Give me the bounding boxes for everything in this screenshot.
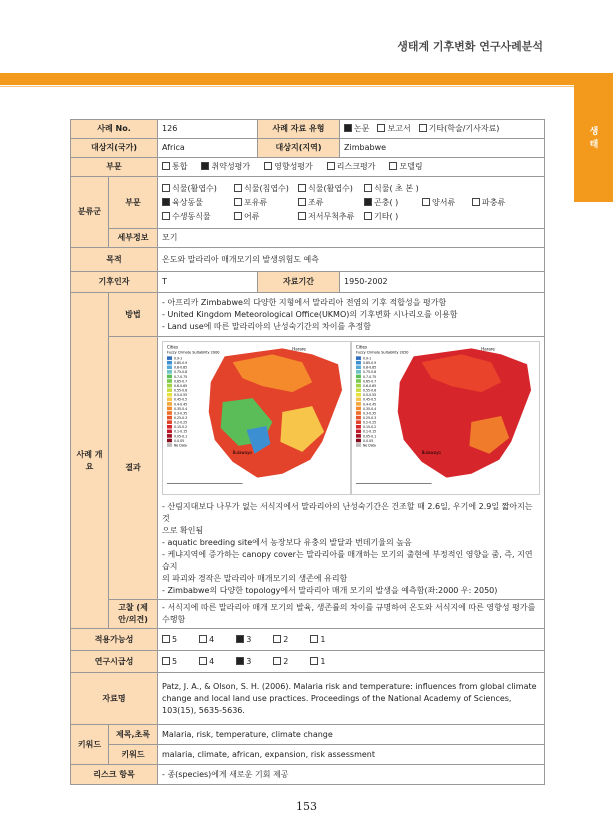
purpose: 온도와 말라리아 매개모기의 발생위험도 예측 [158, 248, 545, 272]
legend-label: 0.55-0.6 [173, 388, 188, 393]
map-left-legend [167, 356, 187, 447]
title-kw-label: 제목,초록 [109, 725, 158, 745]
checked-box-icon [162, 198, 170, 206]
legend-swatch [167, 402, 172, 406]
urgency-option-label: 5 [172, 656, 178, 666]
legend-label: 0.1-0.15 [362, 429, 377, 434]
legend-label: 0.45-0.5 [173, 397, 188, 402]
legend-swatch [356, 425, 361, 429]
applicability-option [273, 634, 288, 646]
legend-swatch [167, 375, 172, 379]
empty-box-icon [364, 184, 372, 192]
side-tab [574, 84, 613, 202]
legend-label: 0.85-0.9 [362, 361, 377, 366]
case-type-label: 사례 자료 유형 [258, 120, 340, 139]
legend-label: 0.85-0.9 [173, 361, 188, 366]
empty-box-icon [273, 635, 281, 643]
class-option [422, 211, 472, 223]
header-title: 생태계 기후변화 연구사례분석 [397, 40, 543, 53]
kw-label: 키워드 [109, 745, 158, 765]
legend-label: 0.6-0.65 [173, 383, 188, 388]
factor-label: 기후인자 [71, 272, 158, 293]
type-option [344, 123, 369, 135]
empty-box-icon [162, 657, 170, 665]
methods [158, 293, 545, 337]
field-option-label: 리스크평가 [336, 162, 376, 171]
legend-label: 0.7-0.75 [362, 374, 377, 379]
legend-label: 0.6-0.65 [362, 383, 377, 388]
legend-label: 0.4-0.45 [362, 402, 377, 407]
map-right-city-bottom: Bulawayo [421, 449, 441, 455]
risk-label: 리스크 항목 [71, 765, 158, 785]
legend-swatch [167, 430, 172, 434]
legend-swatch [167, 384, 172, 388]
urgency-option [199, 656, 214, 668]
legend-label: 0-0.05 [362, 438, 374, 443]
applicability-option-label: 3 [246, 634, 252, 644]
class-sub-label: 부문 [109, 177, 158, 229]
legend-label: 0.75-0.8 [362, 370, 377, 375]
results [158, 337, 545, 600]
legend-label: 0.15-0.2 [173, 425, 188, 430]
legend-swatch [167, 388, 172, 392]
legend-swatch [356, 356, 361, 360]
class-option [364, 183, 422, 195]
legend-label: 0.3-0.35 [173, 411, 188, 416]
legend-label: 0.9-1 [173, 356, 183, 361]
header-band-line [0, 86, 613, 87]
legend-swatch [356, 443, 361, 447]
legend-label: 0-0.05 [173, 438, 185, 443]
title-kw: Malaria, risk, temperature, climate change [158, 725, 545, 745]
discussion-label: 고찰 (제안/의견) [109, 600, 158, 629]
map-left-legend-title: Cities [166, 344, 179, 350]
detail-label: 세부정보 [109, 229, 158, 248]
urgency-option [310, 656, 325, 668]
empty-box-icon [298, 212, 306, 220]
legend-swatch [356, 365, 361, 369]
checked-box-icon [344, 124, 352, 132]
result-label: 결과 [109, 337, 158, 600]
type-option-label: 기타(학술/기사자료) [428, 124, 500, 133]
map-2050-figure [352, 342, 539, 494]
region-label: 대상지(지역) [258, 139, 340, 158]
region: Zimbabwe [340, 139, 545, 158]
legend-swatch [167, 411, 172, 415]
legend-label: 0.45-0.5 [362, 397, 377, 402]
field-option [327, 161, 376, 173]
class-option [162, 197, 234, 209]
class-option-label: 식물(활엽수) [308, 183, 353, 193]
urgency-options [158, 651, 545, 673]
legend-label: 0.5-0.55 [173, 393, 188, 398]
map-right-legend-sub: Fuzzy Climate Suitability 2050 [355, 350, 409, 355]
field-label: 부문 [71, 158, 158, 177]
checked-box-icon [201, 162, 209, 170]
kw: malaria, climate, african, expansion, risk assessment [158, 745, 545, 765]
map-left-city-top: Harare [292, 346, 306, 352]
type-option-label: 보고서 [387, 124, 411, 133]
header-band [0, 73, 613, 85]
case-no: 126 [158, 120, 258, 139]
result-item: 의 파괴와 경작은 말라리아 매개모기의 생존에 유리함 [162, 574, 348, 583]
class-label: 분류군 [71, 177, 109, 248]
legend-swatch [356, 393, 361, 397]
legend-label: 0.15-0.2 [362, 425, 377, 430]
applicability-option-label: 4 [209, 634, 215, 644]
legend-label: 0.2-0.25 [362, 420, 377, 425]
result-item: - aquatic breeding site에서 농장보다 유충의 발달과 번데기율의 높음 [162, 538, 412, 547]
empty-box-icon [264, 162, 272, 170]
legend-label: 0.75-0.8 [173, 370, 188, 375]
applicability-option-label: 5 [172, 634, 178, 644]
case-table [70, 119, 545, 785]
class-option-label: 저서무척추류 [308, 211, 355, 221]
checked-box-icon [236, 635, 244, 643]
class-option [234, 211, 298, 223]
empty-box-icon [310, 635, 318, 643]
empty-box-icon [234, 212, 242, 220]
class-option [298, 197, 364, 209]
legend-swatch [356, 420, 361, 424]
class-option-label: 식물(활엽수) [172, 183, 217, 193]
legend-swatch [356, 439, 361, 443]
map-2000 [162, 341, 351, 495]
legend-label: No Data [362, 443, 376, 448]
empty-box-icon [419, 124, 427, 132]
legend-label: 0.05-0.1 [173, 434, 188, 439]
field-options [158, 158, 545, 177]
method-item: - 아프리카 Zimbabwe의 다양한 지형에서 말라리아 전염의 기후 적합성을 평가함 [162, 297, 447, 307]
method-label: 방법 [109, 293, 158, 337]
page-number: 153 [296, 800, 317, 813]
result-item: - 케냐지역에 증가하는 canopy cover는 말라리아를 매개하는 모기의 출현에 부정적인 영향을 줌, 즉, 지연습지 [162, 550, 533, 571]
empty-box-icon [327, 162, 335, 170]
empty-box-icon [298, 198, 306, 206]
urgency-option [162, 656, 177, 668]
legend-label: 0.25-0.3 [173, 415, 188, 420]
legend-swatch [356, 375, 361, 379]
class-option-label: 육상동물 [172, 197, 203, 207]
legend-swatch [167, 393, 172, 397]
legend-swatch [167, 370, 172, 374]
class-option [162, 211, 234, 223]
applicability-option [162, 634, 177, 646]
urgency-option-label: 3 [246, 656, 252, 666]
method-item: - Land use에 따른 말라리아의 난성숙기간의 차이를 추정함 [162, 321, 371, 331]
legend-swatch [167, 356, 172, 360]
field-option [264, 161, 313, 173]
map-2000-figure [163, 342, 350, 494]
empty-box-icon [162, 162, 170, 170]
legend-label: 0.2-0.25 [173, 420, 188, 425]
applicability-options [158, 629, 545, 651]
detail: 모기 [158, 229, 545, 248]
legend-swatch [356, 388, 361, 392]
legend-swatch [167, 439, 172, 443]
class-option-label: 식물(침엽수) [244, 183, 289, 193]
legend-swatch [167, 407, 172, 411]
purpose-label: 목적 [71, 248, 158, 272]
side-tab-label: 생태 [589, 127, 599, 150]
type-option [377, 123, 410, 135]
class-option [234, 183, 298, 195]
type-option-label: 논문 [354, 124, 370, 133]
empty-box-icon [162, 184, 170, 192]
class-option [298, 183, 364, 195]
class-option-label: 기타( ) [374, 211, 399, 221]
class-option-label: 조류 [308, 197, 324, 207]
field-option [162, 161, 187, 173]
class-option-label: 파충류 [482, 197, 506, 207]
empty-box-icon [234, 184, 242, 192]
class-option-label: 곤충( ) [374, 197, 399, 207]
applicability-option-label: 2 [283, 634, 289, 644]
map-right-legend-title: Cities [355, 344, 368, 350]
legend-label: 0.65-0.7 [173, 379, 188, 384]
legend-swatch [167, 420, 172, 424]
applicability-option [199, 634, 214, 646]
legend-label: 0.7-0.75 [173, 374, 188, 379]
legend-swatch [356, 384, 361, 388]
empty-box-icon [298, 184, 306, 192]
legend-swatch [356, 402, 361, 406]
empty-box-icon [364, 212, 372, 220]
legend-label: 0.3-0.35 [362, 411, 377, 416]
legend-label: No Data [173, 443, 187, 448]
class-option [422, 183, 472, 195]
empty-box-icon [199, 657, 207, 665]
type-option [419, 123, 500, 135]
legend-label: 0.8-0.85 [362, 365, 377, 370]
field-option-label: 모델링 [399, 162, 423, 171]
legend-swatch [167, 416, 172, 420]
map-right-legend [356, 356, 376, 447]
legend-swatch [356, 398, 361, 402]
class-option-label: 식물( 초 본 ) [374, 183, 419, 193]
legend-label: 0.65-0.7 [362, 379, 377, 384]
legend-swatch [167, 434, 172, 438]
class-options [158, 177, 545, 229]
method-item: - United Kingdom Meteorological Office(UKMO)의 기후변화 시나리오를 이용함 [162, 309, 458, 319]
legend-label: 0.35-0.4 [362, 406, 377, 411]
field-option-label: 취약성평가 [211, 162, 251, 171]
empty-box-icon [234, 198, 242, 206]
map-2050 [351, 341, 540, 495]
legend-label: 0.5-0.55 [362, 393, 377, 398]
result-item: 으로 확인됨 [162, 526, 204, 535]
applicability-option [310, 634, 325, 646]
urgency-label: 연구시급성 [71, 651, 158, 673]
class-option [472, 183, 528, 195]
empty-box-icon [273, 657, 281, 665]
class-option [364, 197, 422, 209]
field-option-label: 영향성평가 [274, 162, 313, 171]
empty-box-icon [162, 635, 170, 643]
applicability-label: 적용가능성 [71, 629, 158, 651]
discussion: - 서식지에 따른 말라리아 매개 모기의 발육, 생존률의 차이를 규명하여 온도와 서식지에 따른 영향성 평가를 수행함 [158, 600, 545, 629]
period-label: 자료기간 [258, 272, 340, 293]
urgency-option-label: 1 [320, 656, 326, 666]
empty-box-icon [377, 124, 385, 132]
case-type-options [340, 120, 545, 139]
legend-swatch [356, 434, 361, 438]
class-option [364, 211, 422, 223]
period: 1950-2002 [340, 272, 545, 293]
legend-label: 0.05-0.1 [362, 434, 377, 439]
legend-label: 0.1-0.15 [173, 429, 188, 434]
legend-swatch [356, 407, 361, 411]
class-option [298, 211, 364, 223]
class-option [422, 197, 472, 209]
country: Africa [158, 139, 258, 158]
applicability-option-label: 1 [320, 634, 326, 644]
class-option [472, 211, 528, 223]
empty-box-icon [199, 635, 207, 643]
summary-label: 사례 개요 [71, 293, 109, 629]
factor: T [158, 272, 258, 293]
result-item: - 산림지대보다 나무가 없는 서식지에서 말라리아의 난성숙기간은 건조할 때 2.6일, 우기에 2.9일 짧아지는 것 [162, 502, 533, 523]
urgency-option-label: 4 [209, 656, 215, 666]
class-option [472, 197, 528, 209]
map-left-legend-sub: Fuzzy Climate Suitability 2000 [166, 350, 220, 355]
urgency-option [236, 656, 251, 668]
empty-box-icon [472, 198, 480, 206]
empty-box-icon [422, 198, 430, 206]
class-option-label: 양서류 [432, 197, 456, 207]
checked-box-icon [364, 198, 372, 206]
result-item: - Zimbabwe의 다양한 topology에서 말라리아 매개 모기의 발생을 예측함(좌:2000 우: 2050) [162, 586, 498, 595]
empty-box-icon [310, 657, 318, 665]
source: Patz, J. A., & Olson, S. H. (2006). Malaria risk and temperature: influences from global climate change and local land use practices. Proceedings of the National Academy of Sciences, 103(15), 5635-5636. [158, 673, 545, 725]
source-label: 자료명 [71, 673, 158, 725]
map-right-city-top: Harare [481, 346, 495, 352]
risk: - 종(species)에게 새로운 기회 제공 [158, 765, 545, 785]
field-option [201, 161, 250, 173]
legend-swatch [356, 370, 361, 374]
class-option [234, 197, 298, 209]
legend-swatch [167, 443, 172, 447]
legend-swatch [356, 411, 361, 415]
legend-label: 0.35-0.4 [173, 406, 188, 411]
field-option-label: 통합 [172, 162, 188, 171]
legend-label: 0.55-0.6 [362, 388, 377, 393]
urgency-option-label: 2 [283, 656, 289, 666]
class-option-label: 수생동식물 [172, 211, 211, 221]
legend-swatch [356, 361, 361, 365]
legend-swatch [356, 416, 361, 420]
legend-label: 0.8-0.85 [173, 365, 188, 370]
empty-box-icon [389, 162, 397, 170]
class-option-label: 어류 [244, 211, 260, 221]
legend-swatch [167, 361, 172, 365]
field-option [389, 161, 422, 173]
class-option [162, 183, 234, 195]
legend-label: 0.9-1 [362, 356, 372, 361]
applicability-option [236, 634, 251, 646]
legend-swatch [167, 398, 172, 402]
empty-box-icon [162, 212, 170, 220]
legend-swatch [167, 425, 172, 429]
keyword-label: 키워드 [71, 725, 109, 765]
legend-swatch [356, 379, 361, 383]
class-option-label: 포유류 [244, 197, 268, 207]
legend-label: 0.25-0.3 [362, 415, 377, 420]
legend-swatch [167, 379, 172, 383]
checked-box-icon [236, 657, 244, 665]
urgency-option [273, 656, 288, 668]
country-label: 대상지(국가) [71, 139, 158, 158]
case-no-label: 사례 No. [71, 120, 158, 139]
legend-swatch [167, 365, 172, 369]
legend-swatch [356, 430, 361, 434]
legend-label: 0.4-0.45 [173, 402, 188, 407]
map-left-city-bottom: Bulawayo [232, 449, 252, 455]
